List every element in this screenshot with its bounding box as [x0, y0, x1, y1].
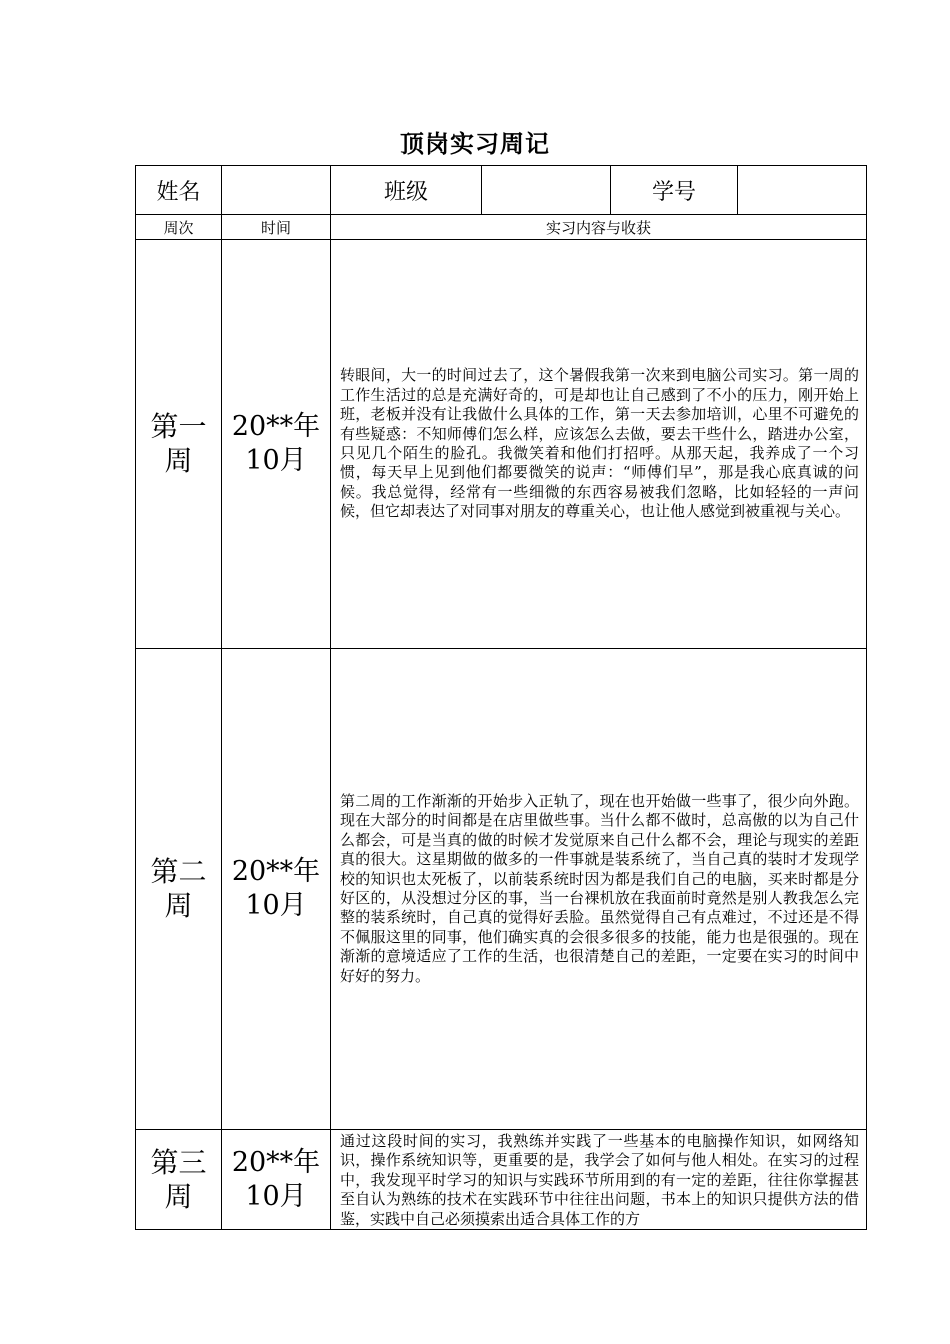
week-row-3	[136, 1130, 867, 1230]
week-number-text: 第二周	[150, 855, 207, 922]
week-number	[136, 1130, 222, 1230]
week-row-1	[136, 240, 867, 649]
student-info-row	[136, 166, 867, 215]
week-column-header: 周次	[136, 215, 222, 240]
week-content-text: 通过这段时间的实习，我熟练并实践了一些基本的电脑操作知识，如网络知识，操作系统知识等，更重要的是，我学会了如何与他人相处。在实习的过程中，我发现平时学习的知识与实践环节所用到的有一定的差距，往往你掌握甚至自认为熟练的技术在实践环节中往往出问题，书本上的知识只提供方法的借鉴，实践中自己必须摸索出适合具体工作的方	[340, 1132, 859, 1228]
week-content	[331, 1130, 867, 1230]
student-id-label: 学号	[611, 166, 738, 215]
week-content-text: 第二周的工作渐渐的开始步入正轨了，现在也开始做一些事了，很少向外跑。现在大部分的时间都是在店里做些事。当什么都不做时，总高傲的以为自己什么都会，可是当真的做的时候才发觉原来自己什么都不会，理论与现实的差距真的很大。这星期做的做多的一件事就是装系统了，当自己真的装时才发现学校的知识也太死板了，以前装系统时因为都是我们自己的电脑，买来时都是分好区的，从没想过分区的事，当一台裸机放在我面前时竟然是别人教我怎么完整的装系统时，自己真的觉得好丢脸。虽然觉得自己有点难过，不过还是不得不佩服这里的同事，他们确实真的会很多很多的技能，能力也是很强的。现在渐渐的意境适应了工作的生活，也很清楚自己的差距，一定要在实习的时间中好好的努力。	[340, 791, 859, 985]
name-value[interactable]	[222, 166, 331, 215]
weekly-journal-table	[135, 165, 867, 1230]
week-content	[331, 649, 867, 1130]
week-date	[222, 240, 331, 649]
week-number-text: 第一周	[150, 410, 207, 477]
class-value[interactable]	[482, 166, 611, 215]
week-content-text: 转眼间，大一的时间过去了，这个暑假我第一次来到电脑公司实习。第一周的工作生活过的总是充满好奇的，可是却也让自己感到了不小的压力，刚开始上班，老板并没有让我做什么具体的工作，第一天去参加培训，心里不可避免的有些疑惑：不知师傅们怎么样，应该怎么去做，要去干些什么，踏进办公室，只见几个陌生的脸孔。我微笑着和他们打招呼。从那天起，我养成了一个习惯，每天早上见到他们都要微笑的说声：“师傅们早”，那是我心底真诚的问候。我总觉得，经常有一些细微的东西容易被我们忽略，比如轻轻的一声问候，但它却表达了对同事对朋友的尊重关心，也让他人感觉到被重视与关心。	[340, 366, 859, 521]
student-id-value[interactable]	[738, 166, 867, 215]
week-content	[331, 240, 867, 649]
week-date	[222, 1130, 331, 1230]
name-label: 姓名	[136, 166, 222, 215]
content-column-header: 实习内容与收获	[331, 215, 867, 240]
week-date-text: 20**年10月	[231, 411, 321, 476]
week-date	[222, 649, 331, 1130]
page-title: 顶岗实习周记	[400, 129, 550, 158]
class-label: 班级	[331, 166, 482, 215]
week-date-text: 20**年10月	[231, 856, 321, 921]
week-number	[136, 649, 222, 1130]
time-column-header: 时间	[222, 215, 331, 240]
column-header-row	[136, 215, 867, 240]
week-number-text: 第三周	[150, 1145, 207, 1213]
week-row-2	[136, 649, 867, 1130]
week-number	[136, 240, 222, 649]
week-date-text: 20**年10月	[231, 1146, 321, 1212]
